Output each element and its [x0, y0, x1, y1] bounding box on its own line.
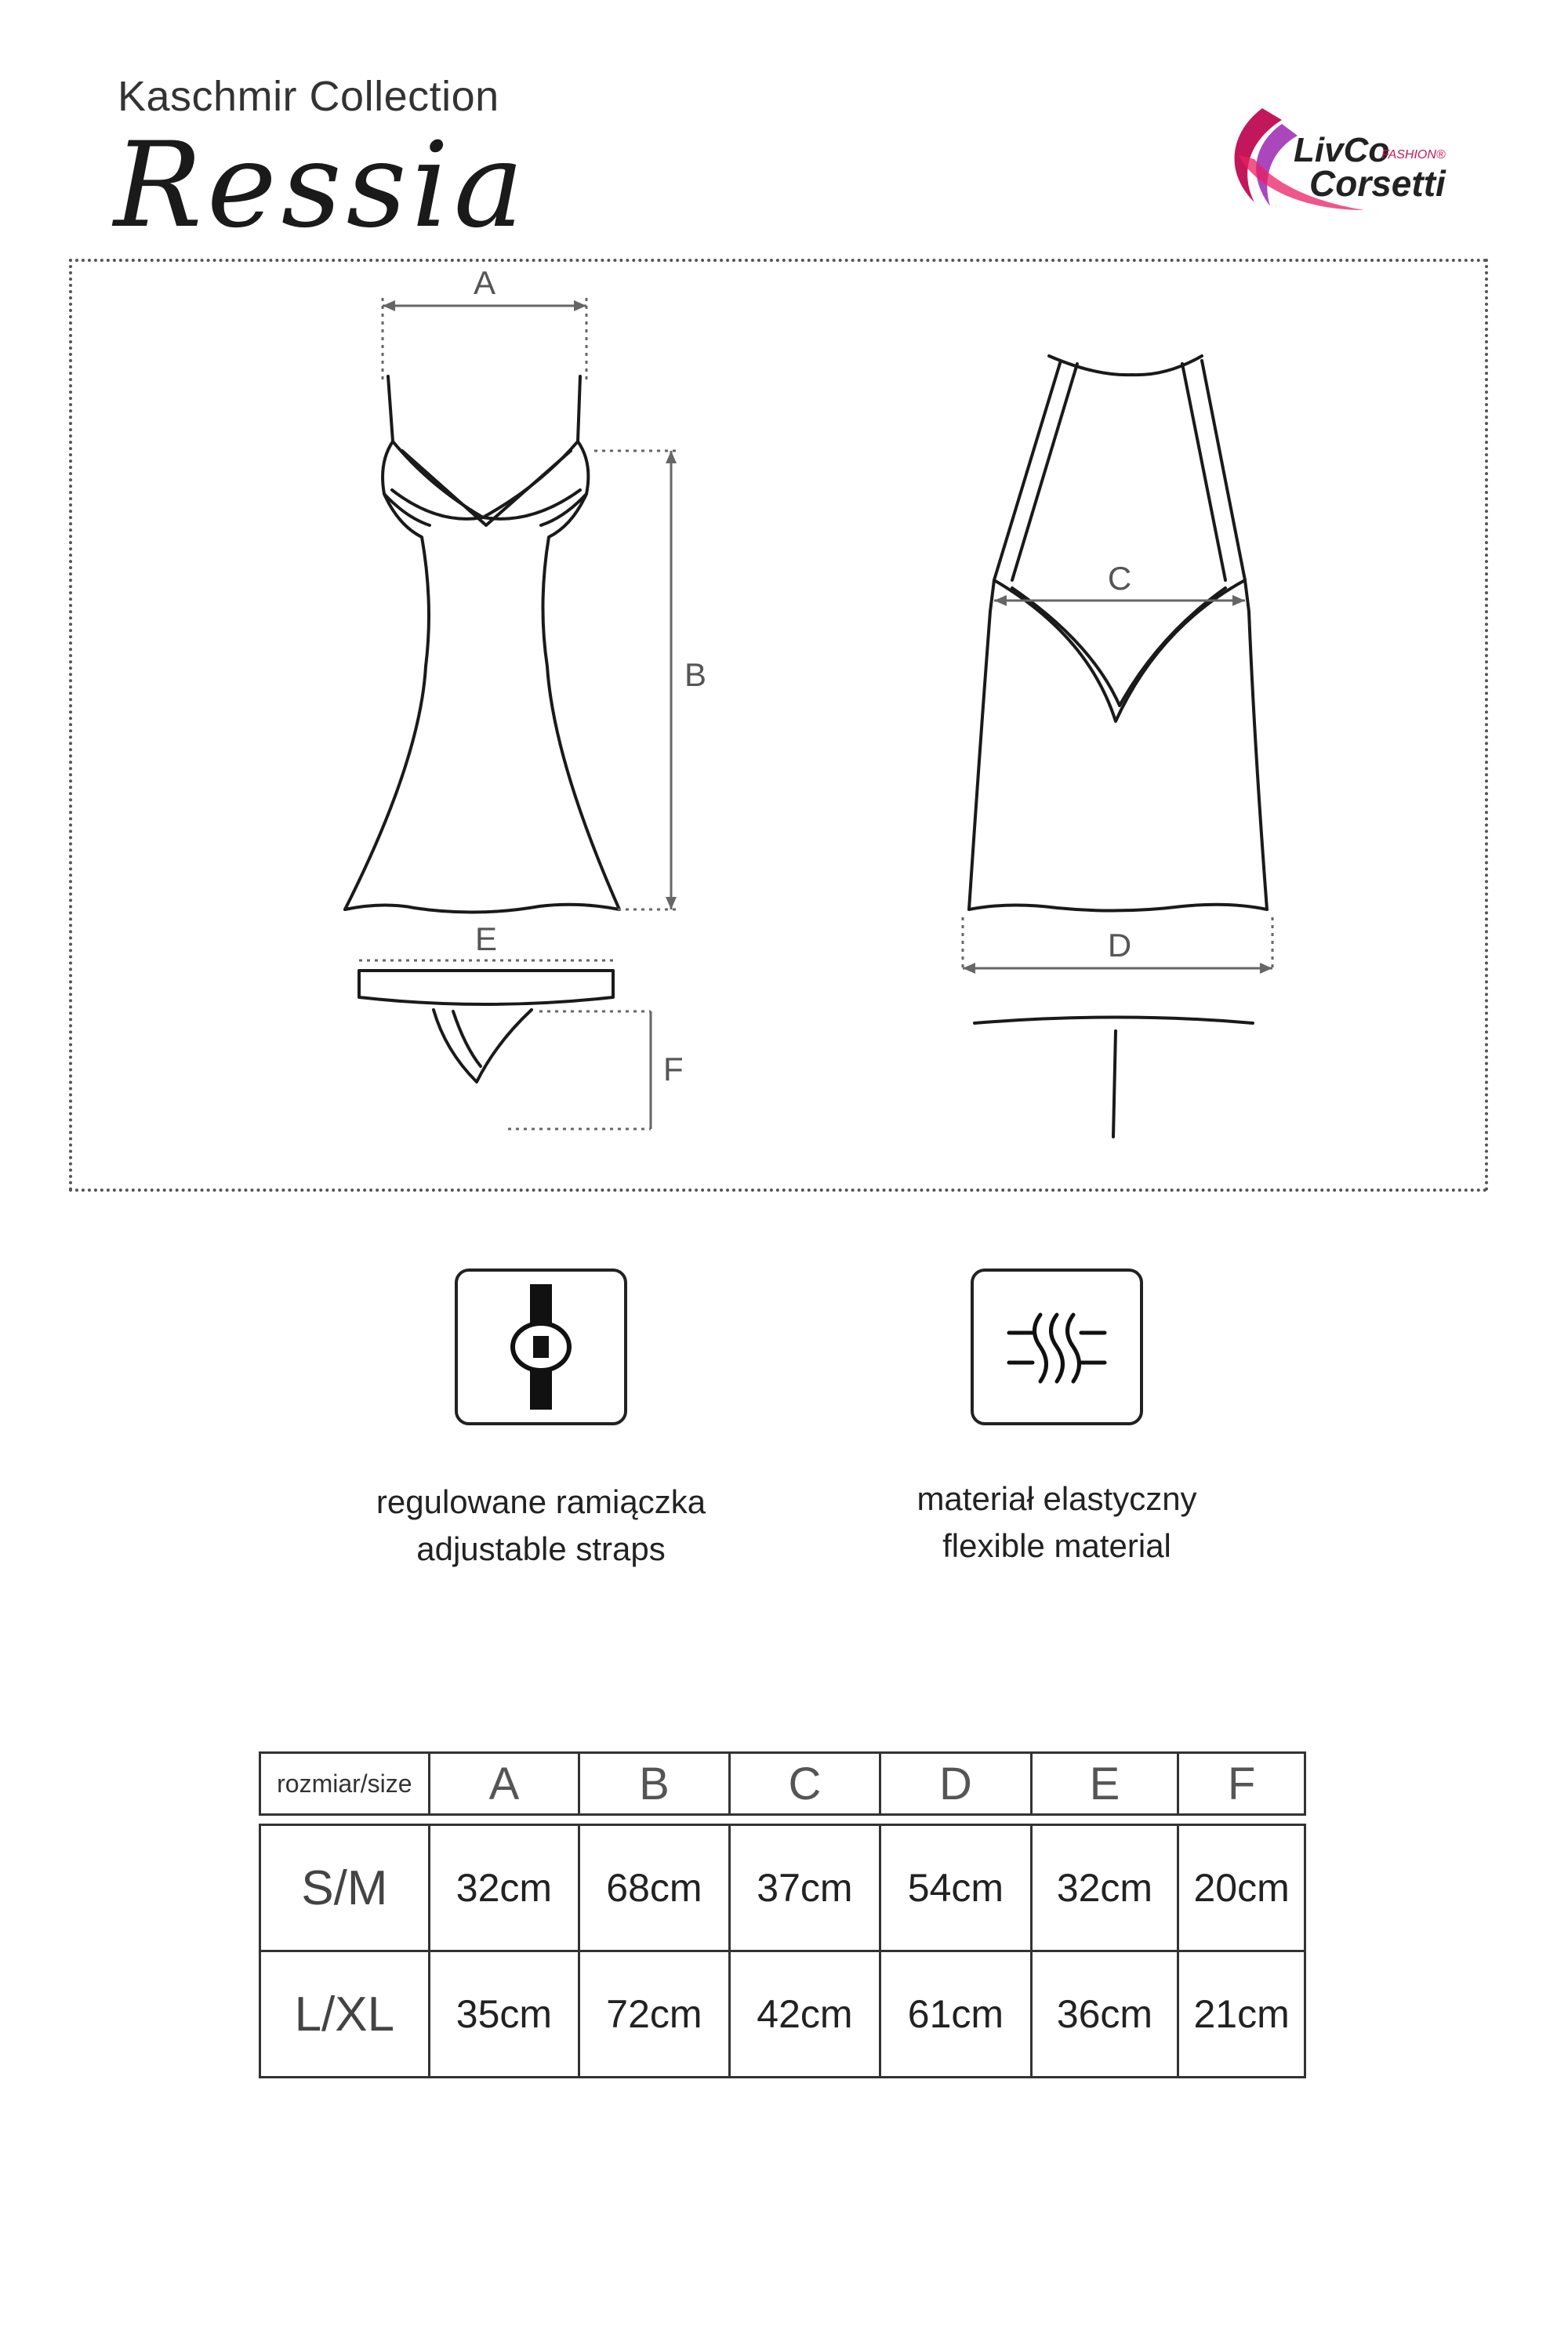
- logo-line2: Corsetti: [1309, 163, 1446, 204]
- table-row: [260, 1825, 1305, 1951]
- adjustable-strap-icon: [455, 1269, 627, 1425]
- measure-cell: 72cm: [579, 1951, 730, 2078]
- feature-flexible-material-en: flexible material: [942, 1527, 1171, 1564]
- header-size: rozmiar/size: [260, 1753, 430, 1815]
- size-cell: S/M: [260, 1825, 430, 1951]
- brand-logo: [1207, 100, 1490, 218]
- measure-cell: 32cm: [429, 1825, 579, 1951]
- feature-flexible-material-pl: materiał elastyczny: [916, 1480, 1197, 1517]
- label-f: F: [663, 1051, 684, 1087]
- label-c: C: [1107, 560, 1132, 597]
- front-chemise-drawing: [345, 376, 619, 913]
- feature-adjustable-straps-pl: regulowane ramiączka: [376, 1483, 706, 1520]
- size-cell: L/XL: [260, 1951, 430, 2078]
- feature-adjustable-straps-en: adjustable straps: [416, 1530, 666, 1567]
- measure-cell: 61cm: [880, 1951, 1032, 2078]
- measure-cell: 20cm: [1178, 1825, 1305, 1951]
- product-name: Ressia: [114, 118, 529, 254]
- garment-diagram: [69, 259, 1488, 1192]
- label-a: A: [473, 264, 496, 301]
- back-thong-drawing: [975, 1018, 1253, 1138]
- measure-cell: 32cm: [1031, 1825, 1178, 1951]
- measure-cell: 36cm: [1031, 1951, 1178, 2078]
- dimension-a-line: [383, 298, 586, 384]
- header-d: D: [880, 1753, 1032, 1815]
- size-table: [259, 1751, 1306, 2078]
- label-e: E: [474, 920, 498, 957]
- dimension-b-line: [594, 451, 681, 909]
- size-table-header-row: [260, 1753, 1305, 1815]
- measure-cell: 68cm: [579, 1825, 730, 1951]
- table-row: [260, 1951, 1305, 2078]
- measure-cell: 37cm: [729, 1825, 880, 1951]
- feature-flexible-material: [853, 1475, 1261, 1570]
- label-d: D: [1107, 927, 1132, 964]
- measure-cell: 54cm: [880, 1825, 1032, 1951]
- feature-adjustable-straps: [337, 1479, 745, 1573]
- logo-line1: LivCo: [1294, 131, 1390, 169]
- front-thong-drawing: [359, 971, 613, 1082]
- measure-cell: 35cm: [429, 1951, 579, 2078]
- dimension-f-line: [508, 1011, 651, 1129]
- header-a: A: [429, 1753, 579, 1815]
- measure-cell: 42cm: [729, 1951, 880, 2078]
- measure-cell: 21cm: [1178, 1951, 1305, 2078]
- header-b: B: [579, 1753, 730, 1815]
- back-chemise-drawing: [969, 356, 1267, 911]
- label-b: B: [684, 656, 707, 693]
- header-e: E: [1031, 1753, 1178, 1815]
- logo-tag: FASHION®: [1381, 148, 1446, 162]
- header-f: F: [1178, 1753, 1305, 1815]
- header-c: C: [729, 1753, 880, 1815]
- collection-title: Kaschmir Collection: [118, 73, 499, 120]
- stretch-waves-icon: [971, 1269, 1143, 1425]
